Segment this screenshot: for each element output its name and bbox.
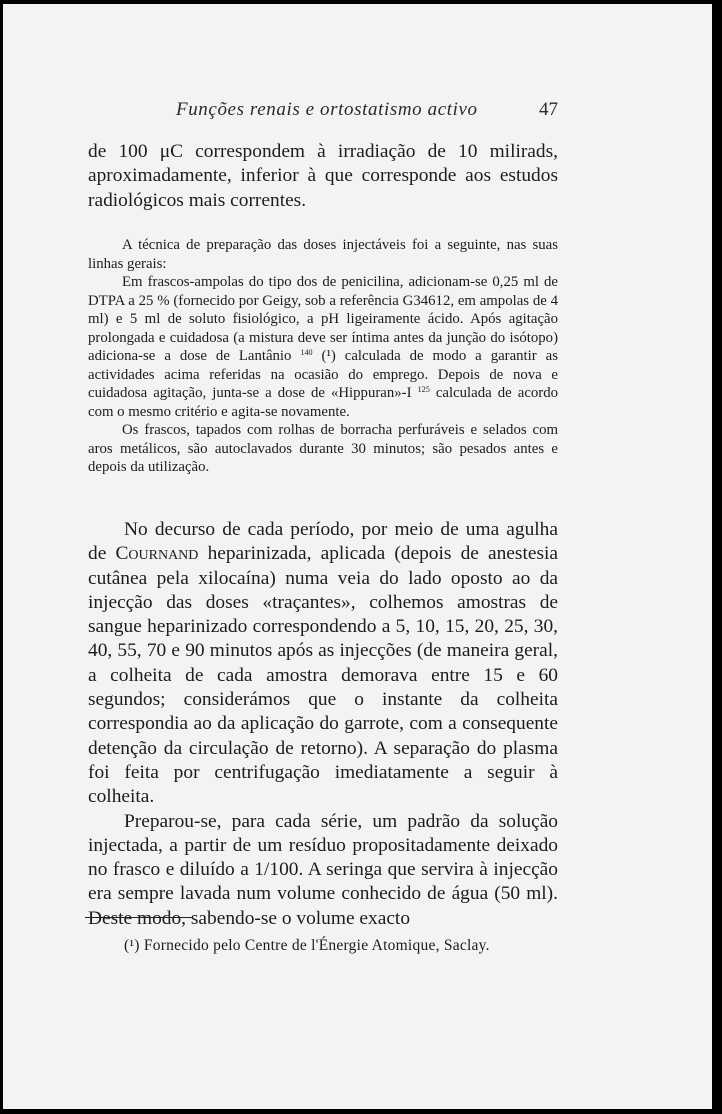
sampling-paragraph xyxy=(88,518,558,810)
footnote-mark: (¹) xyxy=(124,937,140,954)
footnote-text: Fornecido pelo Centre de l'Énergie Atomique, Saclay. xyxy=(143,937,490,954)
iodine-mass-number: 125 xyxy=(417,385,430,395)
technique-procedure xyxy=(88,273,558,421)
footnote xyxy=(87,937,559,955)
footnote-reference: (¹) xyxy=(321,348,336,364)
page-header xyxy=(3,99,712,123)
procedure-text-b: calculada de modo a garantir as actividades acima referidas na ocasião do emprego. Depois de nova e cuidadosa agitação, junta-se a dose de «Hippuran»-I xyxy=(88,348,558,401)
technique-vials: Os frascos, tapados com rolhas de borracha perfuráveis e selados com aros metálicos, são autoclavados durante 30 minutos; são pesados antes e depois da utilização. xyxy=(88,422,558,475)
paragraph-dose-continuation xyxy=(88,140,558,213)
lanthanum-mass-number: 140 xyxy=(300,348,313,358)
footnote-divider xyxy=(85,917,193,918)
technique-intro: A técnica de preparação das doses injectáveis foi a seguinte, nas suas linhas gerais: xyxy=(88,237,558,272)
preparation-technique-section xyxy=(88,236,558,477)
running-title: Funções renais e ortostatismo activo xyxy=(176,99,478,120)
paragraph-text: de 100 μC correspondem à irradiação de 10 milirads, aproximadamente, inferior à que corresponde aos estudos radiológicos mais correntes. xyxy=(88,141,558,211)
procedure-text-c: calculada de acordo com o mesmo critério e agita-se novamente. xyxy=(88,385,559,420)
procedure-text-a: Em frascos-ampolas do tipo dos de penicilina, adicionam-se 0,25 ml de DTPA a 25 % (fornecido por Geigy, sob a referência G34612, em ampolas de 4 ml) e 5 ml de soluto fisiológico, a pH ligeiramente ácido. Após agitação prolongada e cuidadosa (a mistura deve ser íntima antes da junção do isótopo) adiciona-se a dose de Lantânio xyxy=(88,274,558,364)
standard-paragraph: Preparou-se, para cada série, um padrão da solução injectada, a partir de um resíduo propositadamente deixado no frasco e diluído a 1/100. A seringa que servira à injecção era sempre lavada num volume conhecido de água (50 ml). Deste modo, sabendo-se o volume exacto xyxy=(88,810,558,929)
sampling-text-a: No decurso de cada período, por meio de uma agulha de xyxy=(88,519,558,565)
sampling-text-b: heparinizada, aplicada (depois de anestesia cutânea pela xilocaína) numa veia do lado oposto ao da injecção das doses «traçantes», colhemos amostras de sangue heparinizado correspondendo a 5, 10, 15, 20, 25, 30, 40, 55, 70 e 90 minutos após as injecções (de maneira geral, a colheita de cada amostra demorava entre 15 e 60 segundos; considerámos que o instante da colheita correspondia ao da aplicação do garrote, com a consequente detenção da circulação de retorno). A separação do plasma foi feita por centrifugação imediatamente a seguir à colheita. xyxy=(88,543,558,808)
book-page xyxy=(3,4,712,1109)
page-number: 47 xyxy=(539,99,558,120)
author-name: Cournand xyxy=(115,543,199,565)
sampling-section xyxy=(88,518,558,931)
